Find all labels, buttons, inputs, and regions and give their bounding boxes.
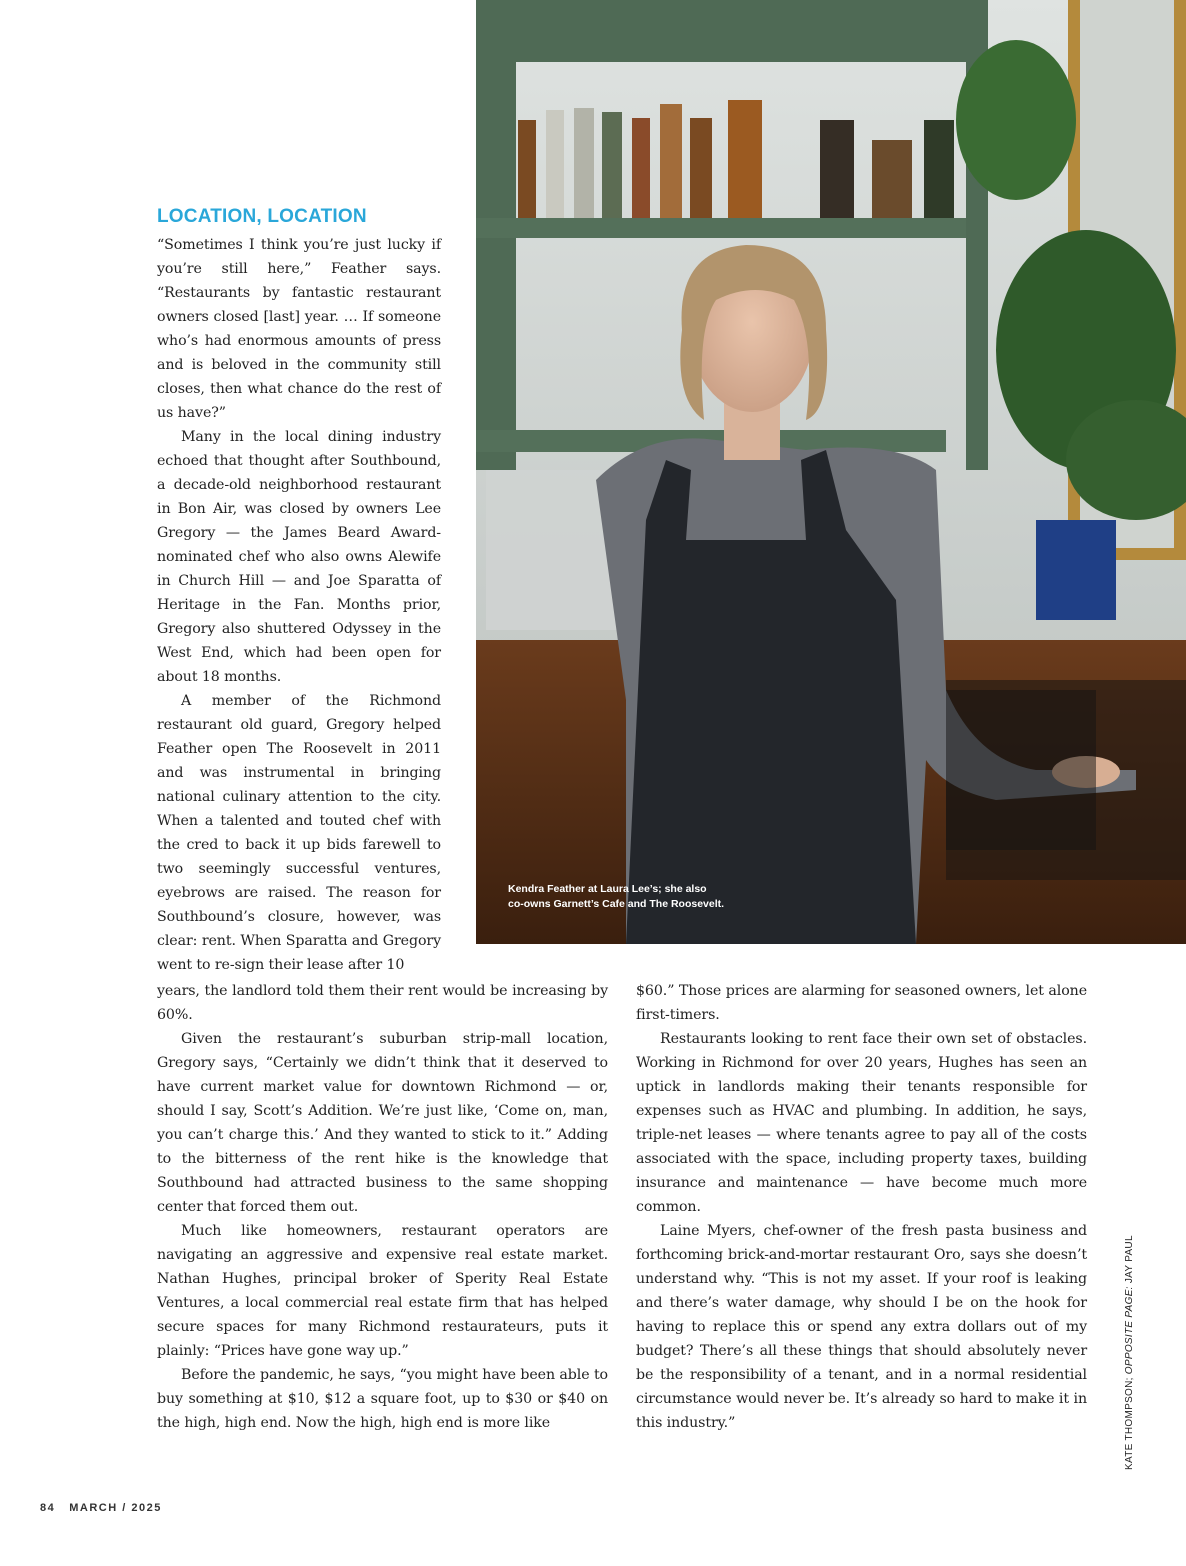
article-column-left-bottom	[157, 979, 608, 1435]
paragraph: Before the pandemic, he says, “you might have been able to buy something at $10, $12 a square foot, up to $30 or $40 on the high, high end. Now the high, high end is more like	[157, 1367, 608, 1431]
credit-photographer-1: KATE THOMPSON;	[1124, 1374, 1135, 1470]
credit-photographer-2: JAY PAUL	[1124, 1235, 1135, 1287]
paragraph: $60.” Those prices are alarming for seasoned owners, let alone first-timers.	[636, 983, 1087, 1023]
paragraph: “Sometimes I think you’re just lucky if you’re still here,” Feather says. “Restaurants by fantastic restaurant owners closed [last] year. … If someone who’s had enormous amounts of press and is beloved in the community still closes, then what chance do the rest of us have?”	[157, 237, 441, 421]
photo-credit	[1124, 1190, 1140, 1470]
issue-date: MARCH / 2025	[69, 1502, 162, 1514]
paragraph: Much like homeowners, restaurant operators are navigating an aggressive and expensive real estate market. Nathan Hughes, principal broker of Sperity Real Estate Ventures, a local commercial real estate firm that has helped secure spaces for many Richmond restaurateurs, puts it plainly: “Prices have gone way up.”	[157, 1223, 608, 1359]
paragraph: Laine Myers, chef-owner of the fresh pasta business and forthcoming brick-and-mortar restaurant Oro, says she doesn’t understand why. “This is not my asset. If your roof is leaking and there’s water damage, why should I be on the hook for having to replace this or spend any extra dollars out of my budget? There’s all these things that should absolutely never be the responsibility of a tenant, and in a normal residential circumstance would never be. It’s already so hard to make it in this industry.”	[636, 1223, 1087, 1431]
section-heading: LOCATION, LOCATION	[157, 206, 367, 227]
page-number: 84	[40, 1502, 56, 1514]
page-folio	[40, 1502, 162, 1514]
feature-photo	[476, 0, 1186, 944]
paragraph: Restaurants looking to rent face their own set of obstacles. Working in Richmond for over 20 years, Hughes has seen an uptick in landlords making their tenants responsible for expenses such as HVAC and plumbing. In addition, he says, triple-net leases — where tenants agree to pay all of the costs associated with the space, including property taxes, building insurance and maintenance — have become much more common.	[636, 1031, 1087, 1215]
article-column-left-top	[157, 233, 441, 977]
caption-line-1: Kendra Feather at Laura Lee’s; she also	[508, 883, 707, 895]
paragraph: Many in the local dining industry echoed that thought after Southbound, a decade-old neighborhood restaurant in Bon Air, was closed by owners Lee Gregory — the James Beard Award-nominated chef who also owns Alewife in Church Hill — and Joe Sparatta of Heritage in the Fan. Months prior, Gregory also shuttered Odyssey in the West End, which had been open for about 18 months.	[157, 429, 441, 685]
paragraph: A member of the Richmond restaurant old guard, Gregory helped Feather open The Roosevelt in 2011 and was instrumental in bringing national culinary attention to the city. When a talented and touted chef with the cred to back it up bids farewell to two seemingly successful ventures, eyebrows are raised. The reason for Southbound’s closure, however, was clear: rent. When Sparatta and Gregory went to re-sign their lease after 10	[157, 693, 441, 973]
photo-illustration	[476, 0, 1186, 944]
paragraph: years, the landlord told them their rent would be increasing by 60%.	[157, 983, 608, 1023]
caption-line-2: co-owns Garnett’s Cafe and The Roosevelt.	[508, 898, 725, 910]
photo-caption	[508, 882, 808, 912]
article-column-right	[636, 979, 1087, 1435]
credit-opposite-label: OPPOSITE PAGE:	[1124, 1286, 1135, 1375]
paragraph: Given the restaurant’s suburban strip-mall location, Gregory says, “Certainly we didn’t think that it deserved to have current market value for downtown Richmond — or, should I say, Scott’s Addition. We’re just like, ‘Come on, man, you can’t charge this.’ And they wanted to stick to it.” Adding to the bitterness of the rent hike is the knowledge that Southbound had attracted business to the same shopping center that forced them out.	[157, 1031, 608, 1215]
